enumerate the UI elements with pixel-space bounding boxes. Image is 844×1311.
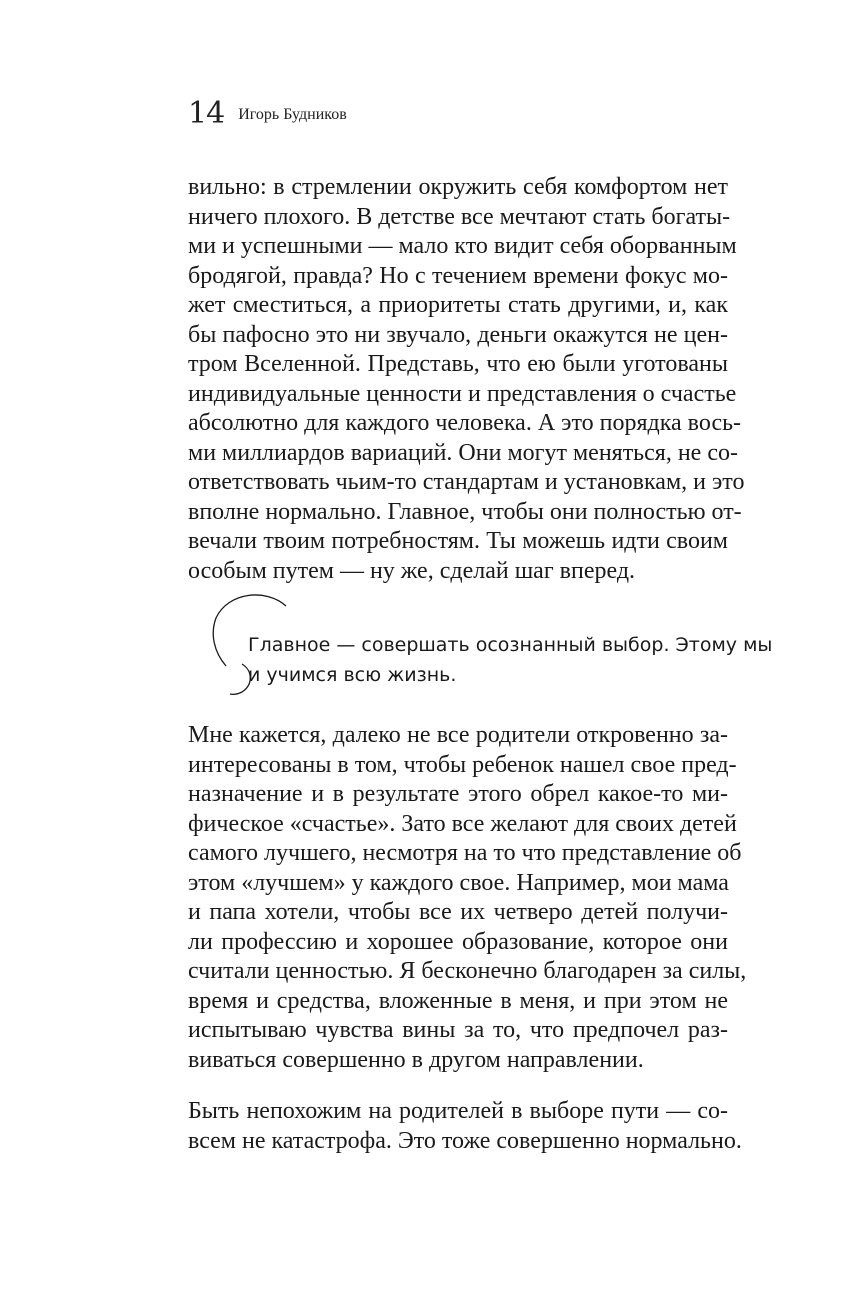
text-line: ответствовать чьим-то стандартам и установкам, и это — [188, 469, 745, 495]
text-line: вильно: в стремлении окружить себя комфортом нет — [188, 174, 728, 200]
text-line: ли профессию и хорошее образование, которое они — [188, 928, 728, 955]
text-line: самого лучшего, несмотря на то что представление об — [188, 840, 742, 866]
quote-line: и учимся всю жизнь. — [248, 664, 457, 686]
text-line: бы пафосно это ни звучало, деньги окажутся не цен- — [188, 321, 728, 348]
text-line: и папа хотели, чтобы все их четверо детей получи- — [188, 899, 728, 925]
text-line: особым путем — ну же, сделай шаг вперед. — [188, 557, 636, 584]
author-name: Игорь Будников — [238, 106, 347, 123]
text-line: абсолютно для каждого человека. А это порядка вось- — [188, 410, 742, 436]
quote-line: Главное — совершать осознанный выбор. Этому мы — [248, 634, 773, 656]
text-line: Быть непохожим на родителей в выборе пути — со- — [188, 1098, 728, 1124]
quote-text — [248, 630, 772, 690]
text-line: всем не катастрофа. Это тоже совершенно нормально. — [188, 1127, 742, 1154]
text-line: Мне кажется, далеко не все родители откровенно за- — [188, 722, 728, 748]
text-line: виваться совершенно в другом направлении. — [188, 1046, 644, 1073]
paragraph-1 — [188, 173, 745, 586]
text-line: вечали твоим потребностям. Ты можешь идти своим — [188, 528, 728, 554]
page-number: 14 — [188, 96, 225, 131]
quote-close-arc-icon — [228, 662, 258, 696]
text-line: интересованы в том, чтобы ребенок нашел свое пред- — [188, 751, 737, 778]
text-line: ми и успешными — мало кто видит себя оборванным — [188, 233, 737, 259]
text-line: индивидуальные ценности и представления о счастье — [188, 380, 737, 407]
paragraph-3 — [188, 1097, 742, 1156]
pull-quote — [208, 590, 773, 700]
text-line: фическое «счастье». Зато все желают для своих детей — [188, 810, 737, 837]
text-line: бродягой, правда? Но с течением времени фокус мо- — [188, 262, 728, 289]
text-line: ми миллиардов вариаций. Они могут меняться, не со- — [188, 439, 738, 466]
running-head — [188, 96, 347, 136]
text-line: испытываю чувства вины за то, что предпочел раз- — [188, 1017, 728, 1043]
paragraph-2 — [188, 721, 747, 1075]
text-line: жет сместиться, а приоритеты стать другими, и, как — [188, 292, 728, 318]
text-line: время и средства, вложенные в меня, и при этом не — [188, 987, 728, 1014]
text-line: ничего плохого. В детстве все мечтают стать богаты- — [188, 203, 731, 230]
text-line: этом «лучшем» у каждого свое. Например, мои мама — [188, 869, 729, 896]
text-line: назначение и в результате этого обрел какое-то ми- — [188, 781, 728, 807]
text-line: вполне нормально. Главное, чтобы они полностью от- — [188, 498, 742, 525]
text-line: тром Вселенной. Представь, что ею были уготованы — [188, 351, 728, 377]
text-line: считали ценностью. Я бесконечно благодарен за силы, — [188, 958, 747, 984]
